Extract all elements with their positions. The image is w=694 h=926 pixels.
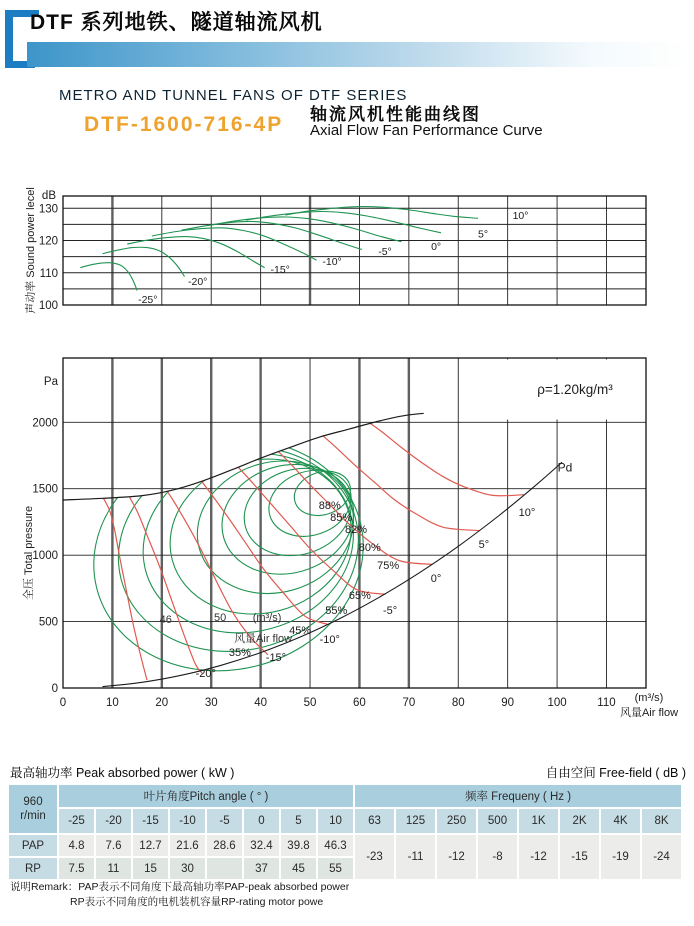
free-field-value: -11 [396,835,435,879]
y-axis-tick-label: 2000 [32,417,58,430]
efficiency-label: 88% [318,499,341,512]
y-axis-title: 全压 Total pressure [23,505,35,601]
efficiency-label: 55% [325,605,348,618]
y-axis-tick-label: 120 [38,235,58,248]
remark-line-2: RP表示不同角度的电机装机容量RP-rating motor powe [70,896,324,909]
y-axis-tick-label: 110 [39,267,58,280]
header-gradient-bar [27,42,690,104]
sound-curve-label: -25° [138,294,158,307]
rp-value: 30 [170,858,205,879]
frequency-header: 频率 Frequeny ( Hz ) [355,785,681,807]
free-field-value: -24 [642,835,681,879]
remark-prefix: 说明Remark： [10,881,79,893]
inner-axis-annotation: (m³/s) [252,611,282,624]
x-axis-tick-label: 70 [402,697,416,709]
x-axis-unit-label: (m³/s) [634,692,664,704]
x-axis-title: 风量Air flow [619,707,679,719]
sound-curve-label: -20° [187,275,208,288]
x-axis-tick-label: 110 [597,697,616,709]
fan-model-code: DTF-1600-716-4P [84,113,284,136]
pitch-angle-header: 叶片角度Pitch angle ( ° ) [59,785,353,807]
rpm-cell [9,785,57,833]
pd-curve-label: Pd [557,460,573,475]
pitch-angle-value: 10 [318,809,353,833]
rp-value: 11 [96,858,131,879]
pitch-angle-sound-curve [127,237,264,268]
page-title-zh: DTF 系列地铁、隧道轴流风机 [30,11,323,34]
x-axis-tick-label: 50 [303,697,317,709]
pitch-angle-value: 5 [281,809,316,833]
x-axis-tick-label: 40 [254,697,268,709]
table-caption-freefield: 自由空间 Free-field ( dB ) [545,766,686,780]
pap-value: 32.4 [244,835,279,856]
pap-value: 21.6 [170,835,205,856]
rp-value: 37 [244,858,279,879]
rp-value: 7.5 [59,858,94,879]
pitch-angle-value: -25 [59,809,94,833]
pap-value: 39.8 [281,835,316,856]
rp-value: 15 [133,858,168,879]
pap-value: 28.6 [207,835,242,856]
sound-curve-label: -10° [322,256,342,269]
rpm-unit: r/min [20,810,46,822]
frequency-value: 2K [560,809,599,833]
inner-axis-annotation: 50 [213,611,227,624]
pitch-angle-lines [104,419,525,680]
x-axis-tick-label: 30 [204,697,218,709]
y-axis-title: 声动率 Sound power lecel [25,187,37,314]
efficiency-label: 82% [344,523,367,536]
y-axis-tick-label: 100 [38,300,58,312]
rpm-value: 960 [23,795,43,808]
y-axis-tick-label: 1000 [32,550,58,563]
efficiency-contour [182,443,370,612]
pitch-angle-value: -10 [170,809,205,833]
section-title-en: Axial Flow Fan Performance Curve [310,122,543,139]
sound-curve-label: -5° [378,245,392,258]
inner-axis-annotation: 风量Air flow [234,633,293,646]
pitch-angle-value: -20 [96,809,131,833]
efficiency-label: 45% [289,624,312,637]
frequency-value: 4K [601,809,640,833]
x-axis-tick-label: 90 [501,697,515,709]
free-field-value: -12 [519,835,558,879]
pap-value: 7.6 [96,835,131,856]
sound-curve-label: 5° [478,228,489,241]
page-title-en: METRO AND TUNNEL FANS OF DTF SERIES [59,87,408,104]
pitch-angle-sound-curve [152,228,317,260]
pitch-angle-value: 0 [244,809,279,833]
efficiency-label: 75% [377,559,400,572]
frequency-value: 8K [642,809,681,833]
x-axis-tick-label: 100 [547,697,567,709]
free-field-value: -8 [478,835,517,879]
y-axis-tick-label: 1500 [32,483,58,496]
pap-value: 12.7 [133,835,168,856]
efficiency-label: 35% [228,646,251,659]
header-bracket-vertical [5,10,13,68]
frequency-value: 63 [355,809,394,833]
rp-value: 55 [318,858,353,879]
performance-curve-chart [0,350,694,728]
pitch-angle-sound-curve [80,263,137,291]
efficiency-label: 80% [358,541,381,554]
x-axis-tick-label: 10 [106,697,119,709]
sound-curves [80,207,478,291]
pitch-angle-sound-curve [182,221,362,249]
pitch-angle-line [364,419,524,495]
pitch-angle-label: -5° [382,605,398,618]
frequency-value: 250 [437,809,476,833]
y-axis-tick-label: 130 [38,203,58,216]
efficiency-label: 65% [348,590,371,603]
inner-axis-annotation: 46 [159,613,172,626]
pitch-angle-line [104,498,148,680]
section-title-zh: 轴流风机性能曲线图 [310,105,481,124]
x-axis-tick-label: 60 [353,697,366,709]
pitch-angle-label: -10° [319,633,340,646]
sound-curve-label: 10° [512,210,529,223]
pitch-angle-sound-curve [103,247,185,276]
row-label-rp: RP [9,858,57,879]
pap-value: 4.8 [59,835,94,856]
table-caption-power: 最高轴功率 Peak absorbed power ( kW ) [10,766,235,780]
pitch-angle-label: 0° [430,573,442,585]
x-axis-tick-label: 80 [451,697,465,709]
frequency-value: 125 [396,809,435,833]
free-field-value: -15 [560,835,599,879]
remark-note [10,880,349,910]
pitch-angle-sound-curve [246,212,441,233]
pap-value: 46.3 [318,835,353,856]
y-axis-tick-label: 500 [38,616,58,629]
pitch-angle-value: -5 [207,809,242,833]
sound-power-chart [0,180,694,330]
performance-table [7,783,683,881]
rp-value: 45 [281,858,316,879]
y-axis-unit-label: Pa [43,376,58,388]
sound-curve-label: 0° [431,240,442,253]
row-label-pap: PAP [9,835,57,856]
sound-chart-grid [63,196,646,305]
sound-curve-label: -15° [270,263,290,276]
free-field-value: -12 [437,835,476,879]
free-field-value: -23 [355,835,394,879]
x-axis-tick-label: 20 [155,697,169,709]
y-axis-unit-label: dB [41,190,56,202]
pressure-envelope-curve [63,413,424,500]
frequency-value: 1K [519,809,558,833]
rp-value [207,858,242,879]
remark-text-1: PAP表示不同角度下最高轴功率PAP-peak absorbed power [78,881,350,893]
pitch-angle-value: -15 [133,809,168,833]
pitch-angle-label: -15° [265,652,287,665]
x-axis-tick-label: 0 [59,697,67,709]
y-axis-tick-label: 0 [51,683,58,695]
pitch-angle-label: 5° [478,538,490,551]
free-field-value: -19 [601,835,640,879]
frequency-value: 500 [478,809,517,833]
efficiency-label: 85% [330,512,353,525]
pitch-angle-line [196,474,327,624]
pitch-angle-label: -20° [195,667,216,680]
density-note: ρ=1.20kg/m³ [537,382,613,397]
pitch-angle-label: 10° [518,506,536,519]
remark-line-1 [10,880,349,895]
